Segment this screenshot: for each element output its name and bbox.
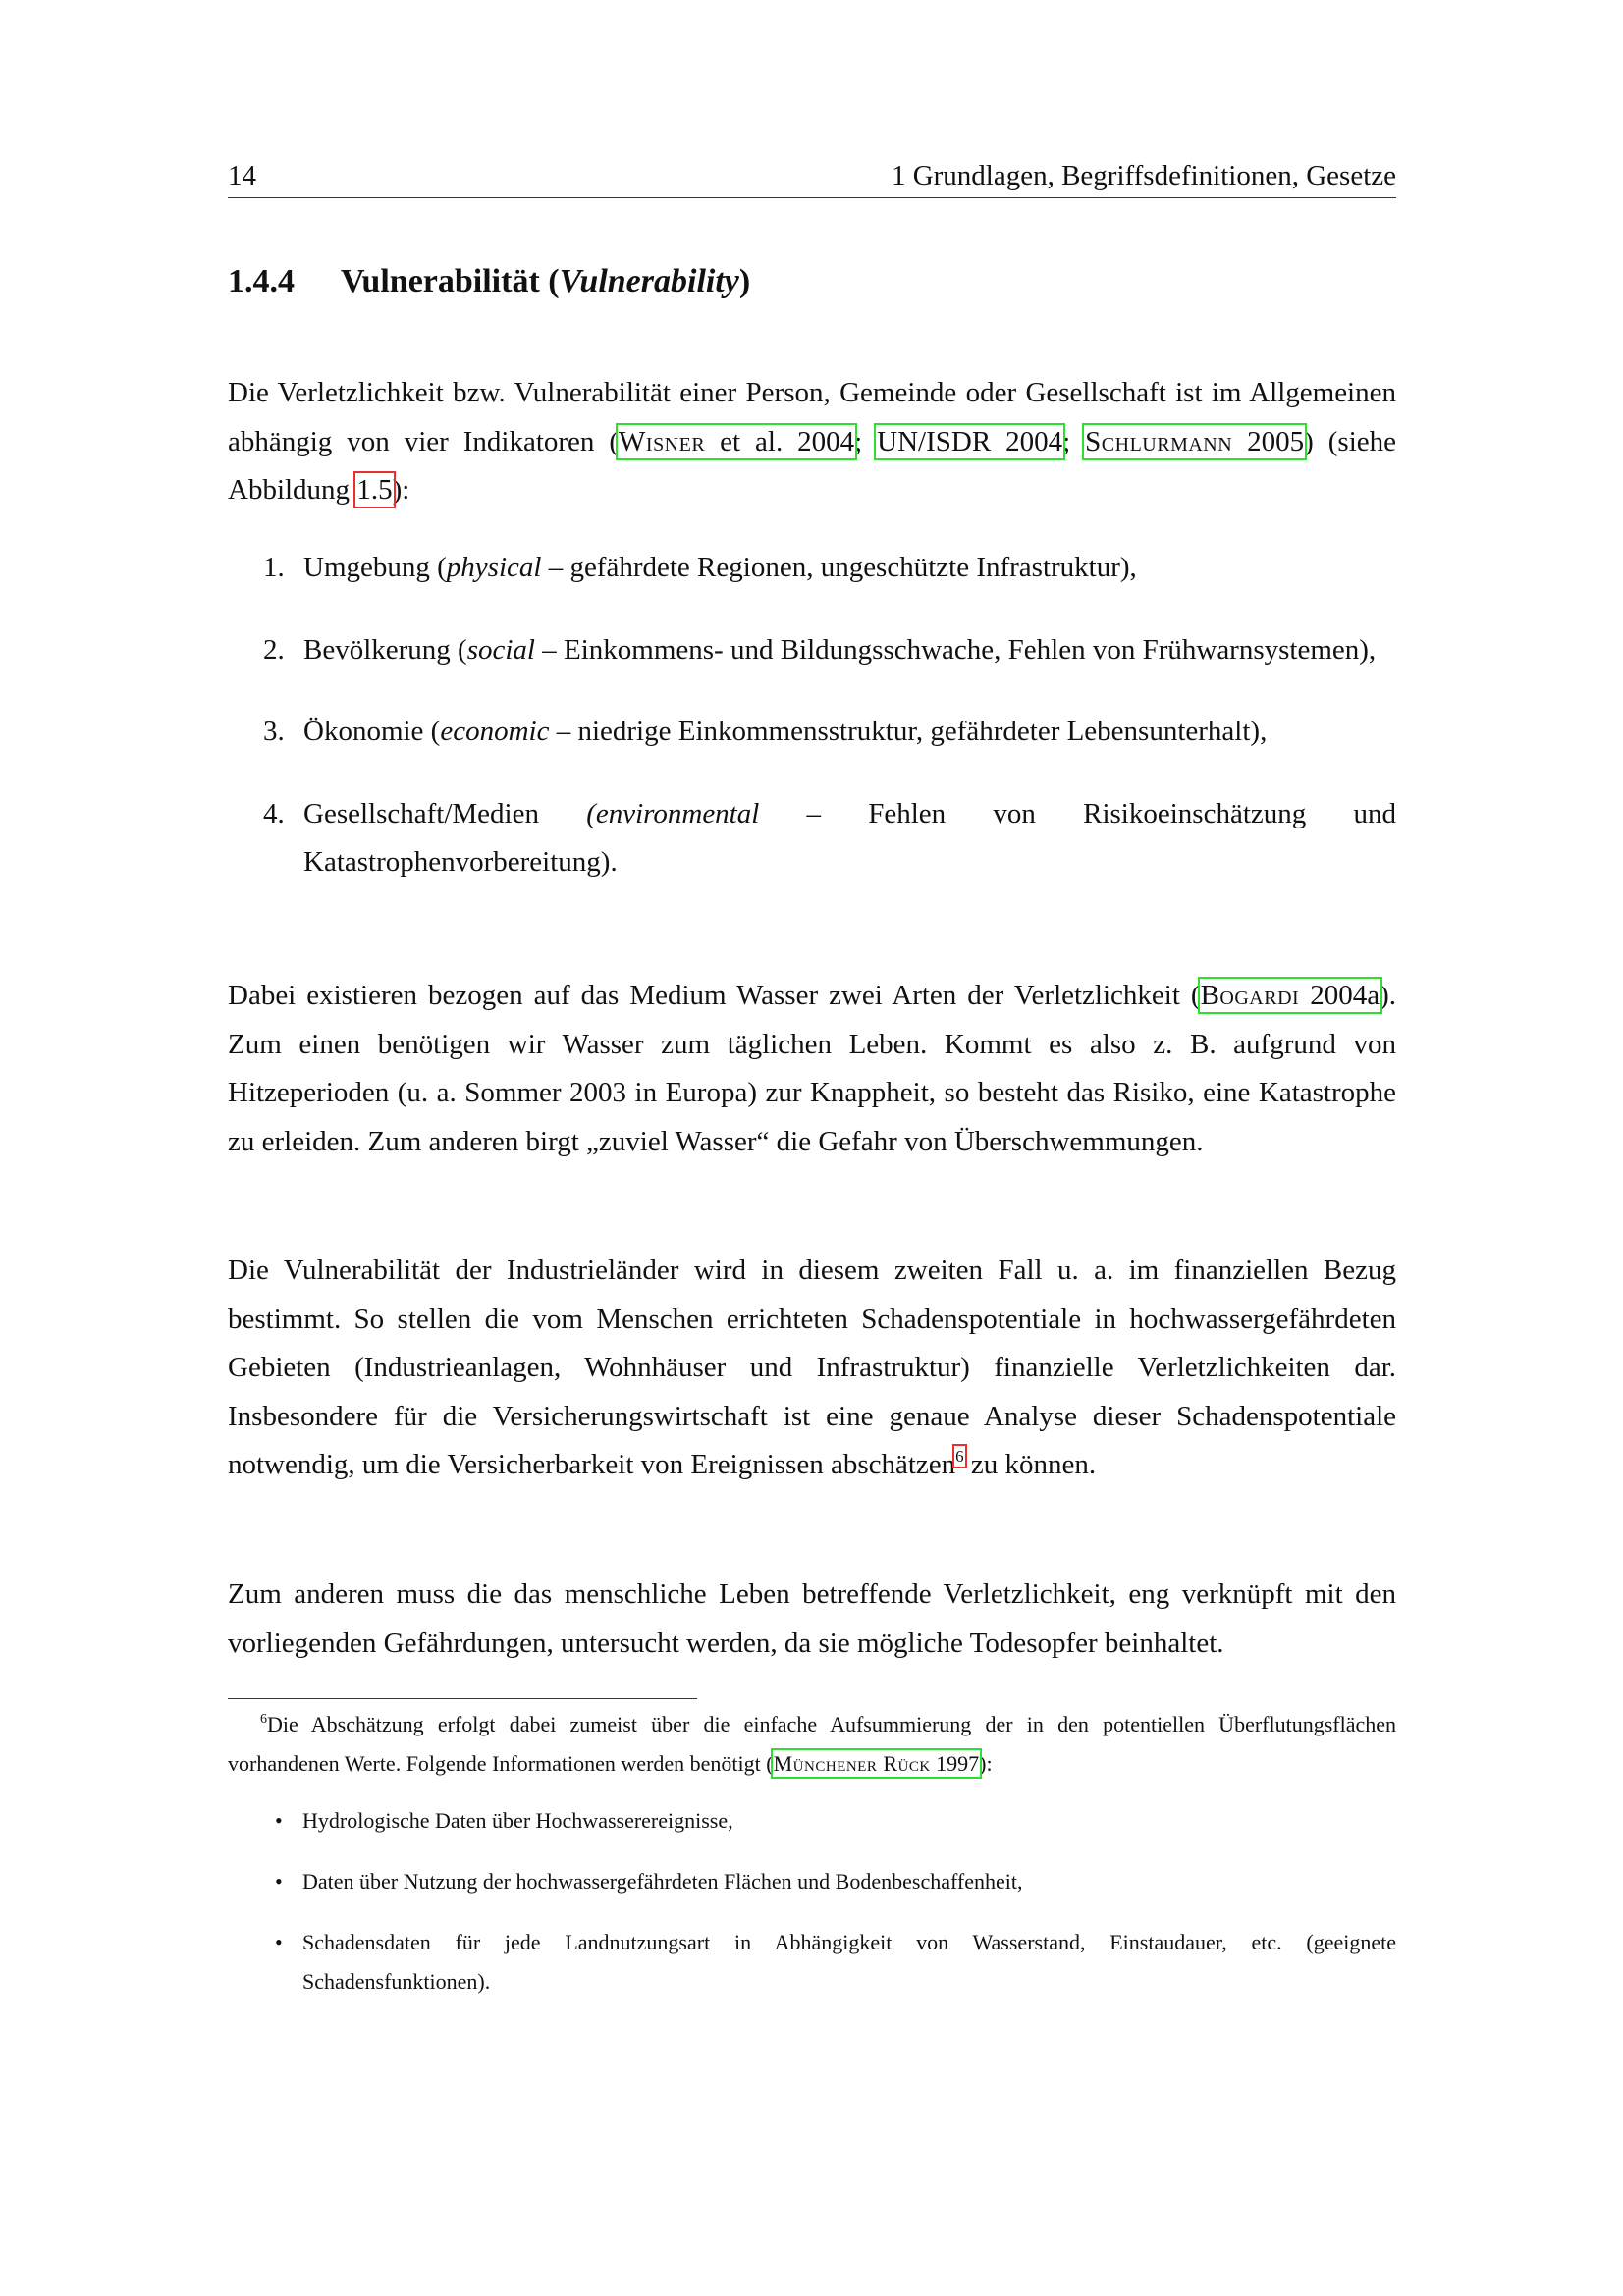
paragraph-text: Zum anderen muss die das menschliche Leben betreffende Verletzlichkeit, eng verknüpft mit den vorliegenden Gefährdungen, untersucht werden, da sie mögliche Todesopfer beinhaltet.: [228, 1578, 1396, 1659]
separator: ;: [854, 425, 878, 457]
paragraph-text: Die Verletzlichkeit bzw. Vulnerabilität einer Person, Gemeinde oder Gesellschaft ist im Allgemeinen abhängig von vier Indikatoren (: [228, 377, 1396, 457]
item-text: Ökonomie (: [303, 716, 441, 747]
paragraph-text: Die Vulnerabilität der Industrieländer wird in diesem zweiten Fall u. a. im finanziellen Bezug bestimmt. So stellen die vom Menschen errichteten Schadenspotentiale in hochwassergefährdeten Gebieten (Industrieanlagen, Wohnhäuser und Infrastruktur) finanzielle Verletzlichkeiten dar. Insbesondere für die Versicherungswirtschaft ist eine genaue Analyse dieser Schadenspotentiale notwendig, um die Versicherbarkeit von Ereignissen abschätzen: [228, 1255, 1396, 1480]
footnote-body: ):: [979, 1751, 993, 1776]
list-item: [228, 1801, 1396, 1841]
list-item: [228, 790, 1396, 887]
footnote-body: Die Abschätzung erfolgt dabei zumeist über die einfache Aufsummierung der in den potentiellen Überflutungsflächen vorhandenen Werte. Folgende Informationen werden benötigt (: [228, 1712, 1396, 1776]
section-title-english: Vulnerability: [559, 263, 739, 299]
citation-author: Wisner: [619, 425, 706, 457]
citation-year: et al. 2004: [705, 425, 855, 457]
figure-ref-link[interactable]: 1.5: [356, 474, 393, 506]
section-number: 1.4.4: [228, 263, 295, 299]
item-line: [303, 790, 1396, 839]
list-marker: 2.: [263, 633, 285, 666]
bullet-icon: •: [275, 1869, 283, 1894]
item-text: und: [1353, 797, 1396, 829]
item-text: Katastrophenvorbereitung).: [303, 846, 618, 878]
item-text: Gesellschaft/Medien: [303, 797, 539, 829]
citation-link-schlurmann[interactable]: [1085, 426, 1304, 457]
citation-link-unisdr[interactable]: UN/ISDR 2004: [877, 425, 1063, 457]
list-item: [228, 1923, 1396, 2002]
list-marker: 3.: [263, 716, 285, 747]
paragraph-text: ):: [392, 474, 410, 506]
paragraph-text: Dabei existieren bezogen auf das Medium Wasser zwei Arten der Verletzlichkeit (: [228, 980, 1201, 1011]
item-term: physical: [446, 552, 542, 583]
footnote-ref-link[interactable]: 6: [955, 1447, 964, 1466]
footnote-text: [228, 1705, 1396, 1784]
item-text: Risikoeinschätzung: [1083, 797, 1307, 829]
paragraph-text: ) (siehe Abbildung: [228, 425, 1396, 506]
item-text: Bevölkerung (: [303, 633, 467, 666]
item-text: Schadensdaten für jede Landnutzungsart in Abhängigkeit von Wasserstand, Einstaudauer, etc. (geeignete Schadensfunktionen).: [302, 1930, 1396, 1994]
item-text: Fehlen: [868, 797, 947, 829]
paragraph-industry: [228, 1247, 1396, 1490]
indicator-list: [228, 544, 1396, 887]
paragraph-text: ). Zum einen benötigen wir Wasser zum täglichen Leben. Kommt es also z. B. aufgrund von Hitzeperioden (u. a. Sommer 2003 in Europa) zur Knappheit, so besteht das Risiko, eine Katastrophe zu erleiden. Zum anderen birgt „zuviel Wasser“ die Gefahr von Überschwemmungen.: [228, 980, 1396, 1157]
item-text: – gefährdete Regionen, ungeschützte Infrastruktur),: [541, 552, 1137, 583]
item-term: economic: [440, 716, 550, 747]
footnote-rule: [228, 1698, 697, 1699]
list-item: [228, 626, 1396, 675]
item-text: Hydrologische Daten über Hochwasserereignisse,: [302, 1808, 733, 1833]
list-item: [228, 708, 1396, 757]
list-item: [228, 544, 1396, 593]
separator: ;: [1062, 425, 1086, 457]
citation-year: 2005: [1232, 425, 1305, 457]
list-marker: 4.: [263, 797, 285, 829]
citation-author: Münchener Rück: [773, 1751, 931, 1776]
paragraph-human: [228, 1571, 1396, 1668]
paragraph-intro: [228, 369, 1396, 515]
page-number: 14: [228, 160, 256, 191]
citation-author: Schlurmann: [1085, 425, 1233, 457]
item-text: Daten über Nutzung der hochwassergefährdeten Flächen und Bodenbeschaffenheit,: [302, 1869, 1023, 1894]
paragraph-text: zu können.: [963, 1449, 1097, 1480]
list-marker: 1.: [263, 552, 285, 583]
footnote-list: [228, 1801, 1396, 2002]
item-text: von: [993, 797, 1036, 829]
citation-link-bogardi[interactable]: [1201, 980, 1380, 1011]
section-title: Vulnerabilität: [341, 263, 540, 299]
list-item: [228, 1862, 1396, 1901]
bullet-icon: •: [275, 1808, 283, 1833]
section-heading: 1.4.4 Vulnerabilität (Vulnerability): [228, 263, 751, 299]
citation-link-muenchener-rueck[interactable]: [774, 1751, 980, 1776]
chapter-title: 1 Grundlagen, Begriffsdefinitionen, Gesetze: [891, 160, 1396, 191]
header-rule: [228, 197, 1396, 198]
citation-year: 2004a: [1299, 980, 1380, 1011]
item-term: social: [466, 633, 535, 666]
paragraph-water: [228, 972, 1396, 1166]
footnote: [228, 1705, 1396, 2023]
item-text: – niedrige Einkommensstruktur, gefährdeter Lebensunterhalt),: [549, 716, 1268, 747]
citation-year: 1997: [930, 1751, 980, 1776]
item-text: Umgebung (: [303, 552, 447, 583]
running-header: [228, 160, 1396, 192]
citation-link-wisner[interactable]: [619, 426, 854, 457]
item-text: – Einkommens- und Bildungsschwache, Fehlen von Frühwarnsystemen),: [535, 633, 1377, 666]
citation-author: Bogardi: [1200, 980, 1300, 1011]
item-text: –: [806, 797, 822, 829]
footnote-number: 6: [260, 1712, 267, 1727]
bullet-icon: •: [275, 1930, 283, 1954]
item-term: (environmental: [586, 797, 760, 829]
